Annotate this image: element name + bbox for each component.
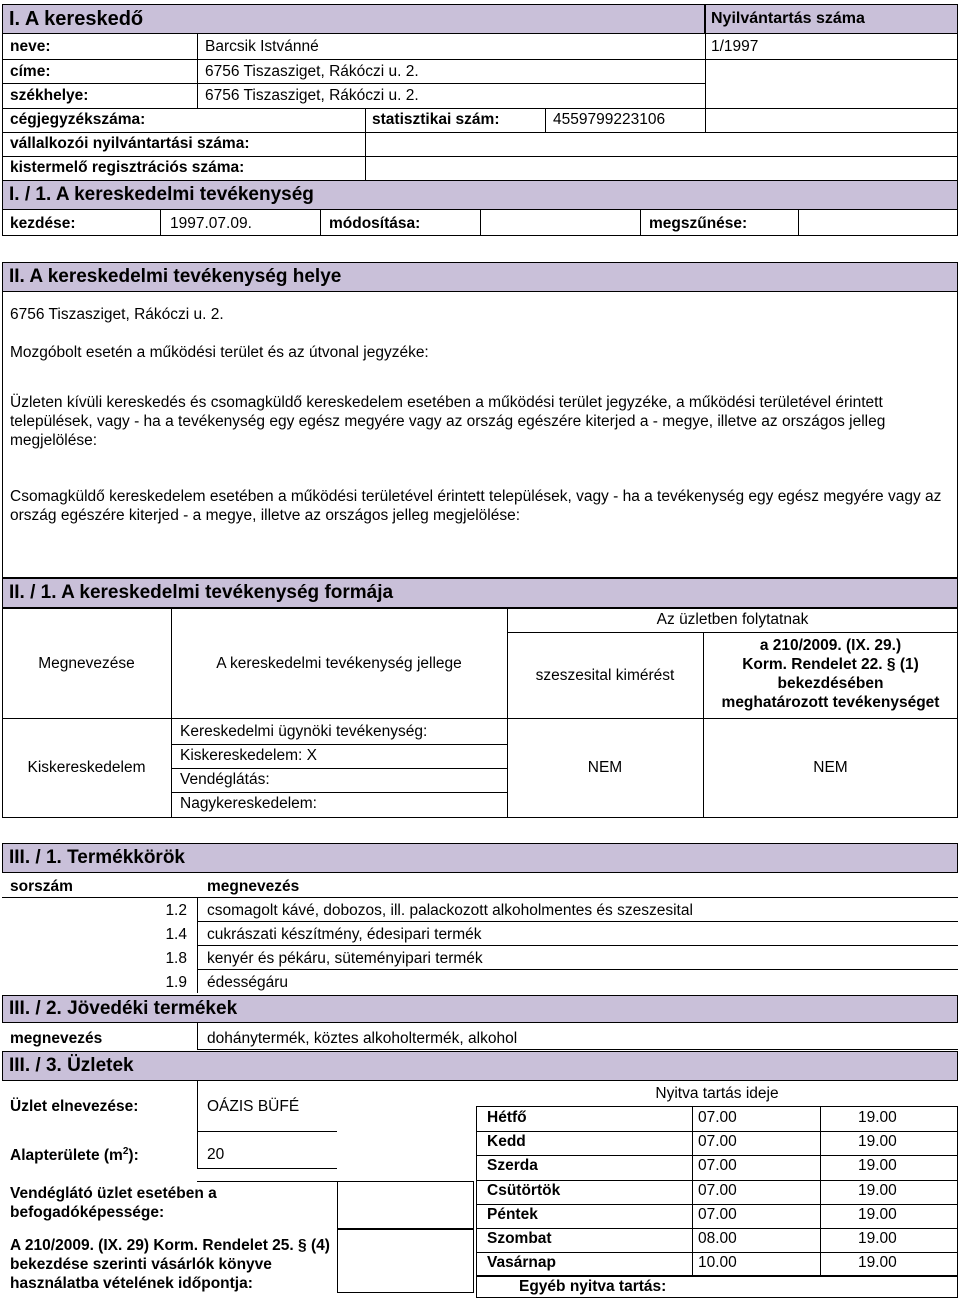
hours-day: Szombat [487, 1230, 552, 1247]
divider [2, 897, 958, 898]
divider [197, 1023, 198, 1049]
hours-open: 08.00 [698, 1230, 737, 1247]
col-shop-header: Az üzletben folytatnak [656, 611, 809, 628]
address-value: 6756 Tiszasziget, Rákóczi u. 2. [205, 63, 419, 80]
complaints-book-box [337, 1229, 474, 1293]
decree-line: meghatározott tevékenységet [721, 694, 940, 711]
divider [545, 108, 546, 132]
divider [476, 1252, 958, 1253]
activity-type-wholesale: Nagykereskedelem: [180, 795, 317, 812]
hours-close: 19.00 [858, 1205, 897, 1223]
shops-header [2, 1051, 958, 1081]
divider [365, 108, 366, 180]
product-name: édességáru [207, 974, 289, 991]
section-title: II. A kereskedelmi tevékenység helye [9, 266, 342, 287]
divider [507, 608, 508, 818]
product-number: 1.4 [165, 926, 187, 943]
reg-number-label: Nyilvántartás száma [711, 10, 865, 27]
hours-close: 19.00 [858, 1157, 897, 1175]
capacity-label: Vendéglátó üzlet esetében a befogadóképessége: [10, 1185, 217, 1221]
col-character-header: A kereskedelmi tevékenység jellege [216, 655, 462, 672]
hours-close: 19.00 [858, 1133, 897, 1151]
hours-day: Vasárnap [487, 1254, 556, 1272]
col-name-header: Megnevezése [38, 655, 135, 672]
divider [476, 1204, 958, 1205]
seat-value: 6756 Tiszasziget, Rákóczi u. 2. [205, 87, 419, 104]
divider [480, 210, 481, 236]
section-title: III. / 3. Üzletek [9, 1055, 134, 1076]
name-value: Barcsik Istvánné [205, 38, 319, 55]
divider [171, 768, 507, 769]
area-label-text: Alapterülete (m [10, 1147, 123, 1165]
hours-title: Nyitva tartás ideje [655, 1085, 779, 1102]
name-label: neve: [10, 38, 51, 55]
product-name: csomagolt kávé, dobozos, ill. palackozott alkoholmentes és szeszesital [207, 902, 693, 919]
hours-open: 07.00 [698, 1205, 737, 1223]
reg-number-header [705, 4, 958, 34]
activity-type-catering: Vendéglátás: [180, 771, 270, 788]
hours-open: 07.00 [698, 1133, 737, 1151]
activity-type-retail: Kiskereskedelem: X [180, 747, 317, 764]
start-value: 1997.07.09. [170, 215, 252, 232]
divider [197, 1131, 337, 1132]
stat-number-label: statisztikai szám: [372, 111, 500, 128]
address-label: címe: [10, 63, 51, 80]
mail-order-label: Csomagküldő kereskedelem esetében a működési területével érintett települések, vagy - ha a tevékenység egy egész megyére vagy az ország egészére kiterjed - a megye, illetve az országos jelleg megjelölése: [10, 488, 942, 524]
form-header [2, 578, 958, 608]
divider [640, 210, 641, 236]
section-title: I. / 1. A kereskedelmi tevékenység [9, 184, 314, 205]
hours-close: 19.00 [858, 1254, 897, 1272]
section-title: III. / 2. Jövedéki termékek [9, 998, 238, 1019]
col-number-header: sorszám [10, 878, 73, 895]
area-label-end: ): [128, 1147, 139, 1165]
col-alcohol-header: szeszesital kimérést [535, 667, 675, 684]
decree-value: NEM [813, 759, 848, 776]
mobile-shop-label: Mozgóbolt esetén a működési terület és az útvonal jegyzéke: [10, 344, 429, 361]
decree-line: a 210/2009. (IX. 29.) [759, 637, 902, 654]
hours-open: 07.00 [698, 1109, 737, 1126]
section-title: I. A kereskedő [9, 7, 144, 30]
product-number: 1.9 [165, 974, 187, 991]
activity-header [2, 180, 958, 210]
divider [171, 744, 507, 745]
excise-value: dohánytermék, köztes alkoholtermék, alkohol [207, 1030, 518, 1047]
capacity-box [337, 1181, 474, 1229]
section-title: III. / 1. Termékkörök [9, 847, 186, 868]
merchant-header [2, 4, 705, 34]
alcohol-value: NEM [587, 759, 623, 776]
reg-number-value: 1/1997 [711, 38, 759, 55]
divider [507, 632, 958, 633]
divider [320, 210, 321, 236]
decree-line: bekezdésében [777, 675, 884, 692]
shop-name-label: Üzlet elnevezése: [10, 1098, 139, 1115]
hours-day: Hétfő [487, 1109, 527, 1126]
col-decree-header [703, 636, 958, 712]
divider [197, 921, 958, 922]
divider [197, 945, 958, 946]
excise-label: megnevezés [10, 1030, 103, 1047]
location-address: 6756 Tiszasziget, Rákóczi u. 2. [10, 306, 224, 323]
divider [197, 1168, 337, 1169]
hours-day: Kedd [487, 1133, 526, 1151]
hours-close: 19.00 [858, 1230, 897, 1247]
products-header [2, 843, 958, 873]
stat-number-value: 4559799223106 [553, 111, 666, 128]
divider [197, 1131, 198, 1168]
end-label: megszűnése: [649, 215, 748, 232]
start-label: kezdése: [10, 215, 76, 232]
hours-close: 19.00 [858, 1181, 897, 1199]
divider [2, 718, 958, 719]
hours-open: 07.00 [698, 1181, 737, 1199]
divider [2, 156, 958, 157]
divider [476, 1228, 958, 1229]
hours-open: 07.00 [698, 1157, 737, 1175]
product-number: 1.2 [165, 902, 187, 919]
divider [171, 608, 172, 818]
divider [476, 1155, 958, 1156]
divider [476, 1180, 958, 1181]
hours-day: Csütörtök [487, 1181, 561, 1199]
product-name: kenyér és pékáru, süteményipari termék [207, 950, 483, 967]
divider [197, 1049, 958, 1050]
col-product-header: megnevezés [207, 878, 300, 895]
hours-open: 10.00 [698, 1254, 737, 1272]
divider [705, 108, 706, 132]
divider [476, 1131, 958, 1132]
hours-close: 19.00 [858, 1109, 897, 1126]
product-name: cukrászati készítmény, édesipari termék [207, 926, 482, 943]
divider [197, 969, 958, 970]
activity-type-agent: Kereskedelmi ügynöki tevékenység: [180, 723, 428, 740]
divider [160, 210, 161, 236]
area-unit-sup: 2 [122, 1146, 129, 1157]
complaints-book-label: A 210/2009. (IX. 29) Korm. Rendelet 25. § (4) bekezdése szerinti vásárlók könyve használatba vételének időpontja: [10, 1237, 330, 1292]
modified-label: módosítása: [329, 215, 421, 232]
divider [705, 34, 706, 108]
decree-line: Korm. Rendelet 22. § (1) [742, 656, 919, 673]
location-header [2, 262, 958, 292]
divider [798, 210, 799, 236]
company-reg-label: cégjegyzékszáma: [10, 111, 146, 128]
divider [197, 1181, 337, 1182]
divider [197, 34, 198, 108]
outside-shop-label: Üzleten kívüli kereskedés és csomagküldő kereskedelem esetében a működési terület jegyzéke, a működési területével érintett települések, vagy - ha a tevékenység egy egész megyére vagy az ország egészére kiterjed a - megye, illetve az országos jelleg megjelölése: [10, 394, 886, 449]
divider [2, 132, 958, 133]
hours-day: Szerda [487, 1157, 538, 1175]
seat-label: székhelye: [10, 87, 89, 104]
entrepreneur-reg-label: vállalkozói nyilvántartási száma: [10, 135, 250, 152]
row-name: Kiskereskedelem [27, 759, 146, 776]
excise-header [2, 995, 958, 1023]
other-hours-label: Egyéb nyitva tartás: [519, 1278, 667, 1295]
area-value: 20 [207, 1146, 225, 1163]
divider [2, 83, 705, 84]
section-title: II. / 1. A kereskedelmi tevékenység formája [9, 582, 394, 603]
hours-day: Péntek [487, 1205, 538, 1223]
divider [197, 1081, 198, 1131]
divider [2, 108, 958, 109]
shop-name-value: OÁZIS BÜFÉ [207, 1098, 300, 1115]
divider [2, 59, 958, 60]
divider [171, 792, 507, 793]
product-number: 1.8 [165, 950, 187, 967]
producer-reg-label: kistermelő regisztrációs száma: [10, 159, 245, 176]
area-label [10, 1146, 139, 1165]
